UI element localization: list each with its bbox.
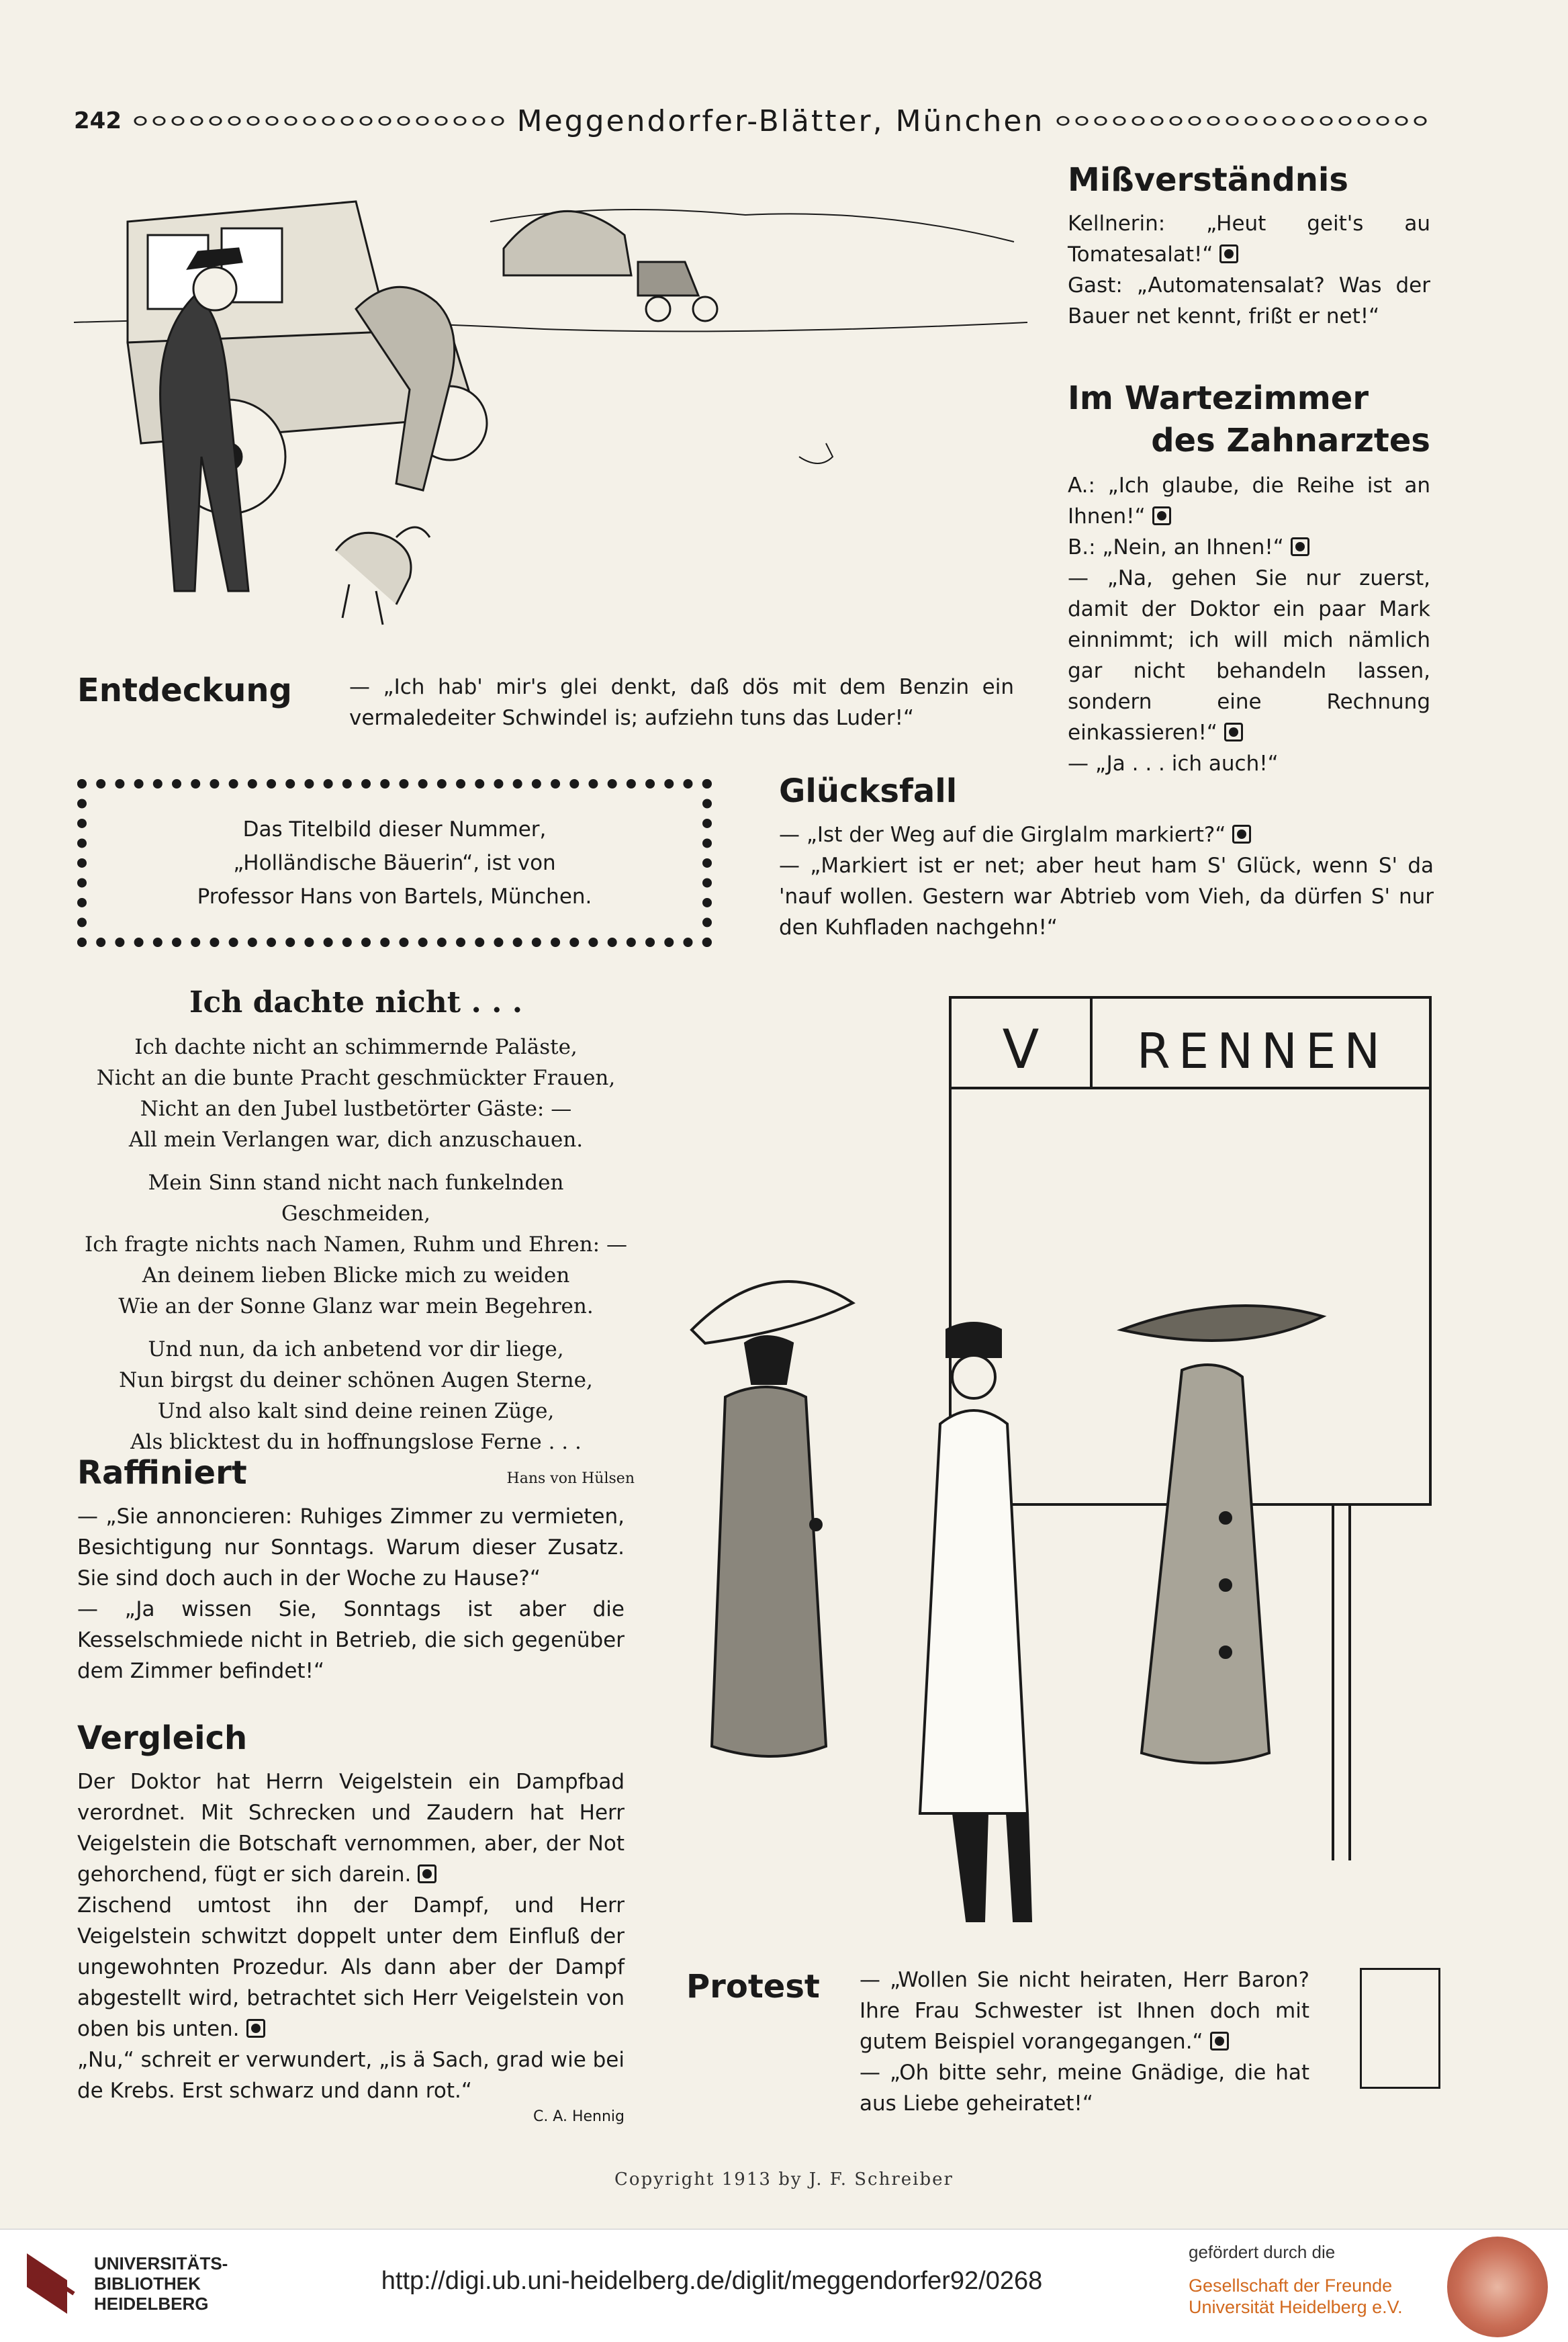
racing-sign-illustration <box>672 994 1444 1975</box>
protest-text <box>860 1965 1309 2119</box>
sponsor-name-line-2: Universität Heidelberg e.V. <box>1189 2297 1403 2317</box>
titelbild-notice-box <box>77 779 712 947</box>
protest-line-2: — „Oh bitte sehr, meine Gnädige, die hat aus Liebe geheiratet!“ <box>860 2061 1309 2116</box>
gluecksfall-line-1: — „Ist der Weg auf die Girglalm markiert?“ <box>779 819 1434 850</box>
car-illustration <box>74 161 1027 672</box>
entdeckung-caption: — „Ich hab' mir's glei denkt, daß dös mit dem Benzin ein vermaledeiter Schwindel is; aufziehn tuns das Luder!“ <box>349 675 1014 730</box>
vergleich-text <box>77 1766 625 2128</box>
poem <box>77 987 635 1488</box>
end-mark-icon <box>1219 244 1238 263</box>
poem-line: Mein Sinn stand nicht nach funkelnden Geschmeiden, <box>148 1171 564 1226</box>
gluecksfall-line-2: — „Markiert ist er net; aber heut ham S' Glück, wenn S' da 'nauf wollen. Gestern war Abtrieb vom Vieh, da dürfen S' nur den Kuhfladen nachgehn!“ <box>779 854 1434 940</box>
poem-stanza-3 <box>77 1334 635 1457</box>
library-logo <box>20 2247 228 2321</box>
poem-line: Und nun, da ich anbetend vor dir liege, <box>148 1337 564 1361</box>
library-logo-icon <box>20 2247 81 2321</box>
raffiniert-line-1: — „Sie annoncieren: Ruhiges Zimmer zu vermieten, Besichtigung nur Sonntags. Warum dieser Zusatz. Sie sind doch auch in der Woche zu Hause?“ <box>77 1504 625 1590</box>
wartezimmer-line-4: — „Ja . . . ich auch!“ <box>1068 752 1279 776</box>
raffiniert-text <box>77 1501 625 1686</box>
page-header <box>74 101 1430 141</box>
protest-line-1: — „Wollen Sie nicht heiraten, Herr Baron? Ihre Frau Schwester ist Ihnen doch mit gutem Beispiel vorangegangen.“ <box>860 1968 1309 2054</box>
missverstaendnis-line-2: Gast: „Automatensalat? Was der Bauer net kennt, frißt er net!“ <box>1068 273 1430 328</box>
digital-library-url[interactable]: http://digi.ub.uni-heidelberg.de/diglit/meggendorfer92/0268 <box>381 2267 1043 2295</box>
wartezimmer-line-2: B.: „Nein, an Ihnen!“ <box>1068 532 1430 563</box>
library-name: UNIVERSITÄTS- BIBLIOTHEK HEIDELBERG <box>94 2253 228 2314</box>
copyright-line: Copyright 1913 by J. F. Schreiber <box>614 2169 954 2190</box>
vergleich-title: Vergleich <box>77 1719 248 1757</box>
raffiniert-line-2: — „Ja wissen Sie, Sonntags ist aber die Kesselschmiede nicht in Betrieb, die sich gegenüber dem Zimmer befindet!“ <box>77 1597 625 1683</box>
artist-monogram-box <box>1360 1968 1440 2089</box>
poem-line: Ich dachte nicht an schimmernde Paläste, <box>134 1035 578 1059</box>
sponsor-intro: gefördert durch die <box>1189 2242 1336 2262</box>
wartezimmer-line-3: — „Na, gehen Sie nur zuerst, damit der Doktor ein paar Mark einnimmt; ich will mich nämlich gar nicht behandeln lassen, sondern eine Rechnung einkassieren!“ <box>1068 566 1430 745</box>
poem-stanza-2 <box>77 1167 635 1322</box>
end-mark-icon <box>246 2019 265 2038</box>
titelbild-line-1: Das Titelbild dieser Nummer, <box>242 817 547 842</box>
magazine-title: Meggendorfer-Blätter, München <box>516 103 1045 138</box>
raffiniert-title: Raffiniert <box>77 1454 247 1492</box>
university-seal-icon <box>1447 2237 1548 2337</box>
missverstaendnis-text <box>1068 208 1430 332</box>
wartezimmer-title-line-1: Im Wartezimmer <box>1068 379 1369 417</box>
poem-line: Nicht an die bunte Pracht geschmückter Frauen, <box>96 1066 616 1090</box>
wartezimmer-title-line-2: des Zahnarztes <box>1151 422 1430 459</box>
end-mark-icon <box>1152 506 1171 525</box>
poem-line: Ich fragte nichts nach Namen, Ruhm und Ehren: — <box>85 1232 627 1257</box>
vergleich-line-1: Der Doktor hat Herrn Veigelstein ein Dampfbad verordnet. Mit Schrecken und Zaudern hat Herr Veigelstein die Botschaft vernommen, aber, der Not gehorchend, fügt er sich darein. <box>77 1770 625 1887</box>
end-mark-icon <box>1224 723 1243 741</box>
vergleich-line-3: „Nu,“ schreit er verwundert, „is ä Sach, grad wie bei de Krebs. Erst schwarz und dann rot.“ <box>77 2048 625 2103</box>
poem-line: Nicht an den Jubel lustbetörter Gäste: — <box>140 1097 572 1121</box>
vergleich-line-2: Zischend umtost ihn der Dampf, und Herr Veigelstein schwitzt doppelt unter dem Einfluß der ungewohnten Prozedur. Als dann aber der Dampf abgestellt wird, betrachtet sich Herr Veigelstein von oben bis unten. <box>77 1893 625 2041</box>
sponsor-name-line-1: Gesellschaft der Freunde <box>1189 2276 1393 2296</box>
sponsor-block <box>1189 2242 1403 2318</box>
entdeckung-title: Entdeckung <box>77 672 292 709</box>
end-mark-icon <box>1291 537 1309 556</box>
chain-ornament-left <box>131 112 508 130</box>
wartezimmer-line-1: A.: „Ich glaube, die Reihe ist an Ihnen!“ <box>1068 474 1430 529</box>
poem-line: Als blicktest du in hoffnungslose Ferne . . . <box>130 1430 582 1454</box>
poem-line: Nun birgst du deiner schönen Augen Sterne, <box>119 1368 593 1392</box>
gluecksfall-title: Glücksfall <box>779 772 958 810</box>
protest-title: Protest <box>686 1968 820 2006</box>
sign-left-letter: V <box>1002 1018 1040 1081</box>
vergleich-author: C. A. Hennig <box>533 2108 625 2125</box>
titelbild-line-2: „Holländische Bäuerin“, ist von <box>233 851 556 875</box>
gluecksfall-text <box>779 819 1434 943</box>
end-mark-icon <box>1232 825 1251 844</box>
missverstaendnis-title: Mißverständnis <box>1068 161 1348 199</box>
poem-line: Und also kalt sind deine reinen Züge, <box>157 1399 555 1423</box>
page-number: 242 <box>74 107 122 134</box>
chain-ornament-right <box>1054 112 1430 130</box>
poem-line: Wie an der Sonne Glanz war mein Begehren. <box>118 1294 594 1318</box>
poem-stanza-1 <box>77 1032 635 1155</box>
poem-line: An deinem lieben Blicke mich zu weiden <box>142 1263 570 1288</box>
missverstaendnis-line-1: Kellnerin: „Heut geit's au Tomatesalat!“ <box>1068 212 1430 267</box>
titelbild-line-3: Professor Hans von Bartels, München. <box>197 885 592 909</box>
wartezimmer-text <box>1068 470 1430 779</box>
poem-line: All mein Verlangen war, dich anzuschauen. <box>128 1128 584 1152</box>
poem-author: Hans von Hülsen <box>506 1470 635 1487</box>
end-mark-icon <box>418 1864 436 1883</box>
sign-word: RENNEN <box>1136 1023 1389 1079</box>
poem-title: Ich dachte nicht . . . <box>189 985 523 1020</box>
end-mark-icon <box>1210 2032 1229 2051</box>
